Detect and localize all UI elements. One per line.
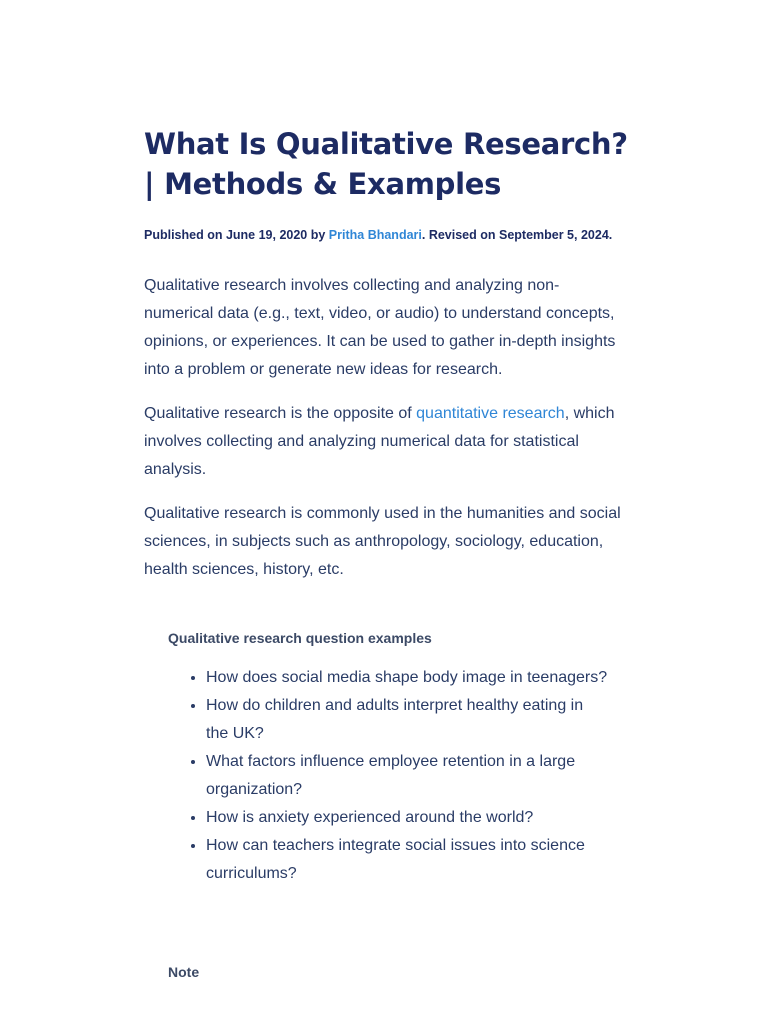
examples-heading: Qualitative research question examples: [168, 630, 432, 646]
comparison-paragraph: [144, 400, 628, 484]
revised-date: . Revised on September 5, 2024.: [421, 228, 613, 242]
author-link[interactable]: Pritha Bhandari: [328, 228, 422, 242]
list-item: • How can teachers integrate social issues into science curriculums?: [206, 832, 608, 888]
note-label: Note: [168, 964, 200, 980]
article-meta: [144, 226, 628, 244]
page-title: What Is Qualitative Research? | Methods & Examples: [144, 127, 628, 201]
intro-paragraph: Qualitative research involves collecting and analyzing non-numerical data (e.g., text, video, or audio) to understand concepts, opinions, or experiences. It can be used to gather in-depth insights into a problem or generate new ideas for research.: [144, 277, 616, 378]
quantitative-research-link[interactable]: quantitative research: [416, 405, 565, 422]
usage-paragraph: Qualitative research is commonly used in the humanities and social sciences, in subjects such as anthropology, sociology, education, health sciences, history, etc.: [144, 505, 621, 578]
published-date: Published on June 19, 2020 by: [144, 228, 329, 242]
examples-box: [168, 628, 608, 888]
list-item: • What factors influence employee retention in a large organization?: [206, 748, 608, 804]
article: [144, 124, 628, 982]
examples-list: [168, 664, 608, 888]
list-item: • How do children and adults interpret healthy eating in the UK?: [206, 692, 608, 748]
comparison-text-start: Qualitative research is the opposite of: [144, 405, 417, 422]
comparison-text-end: , which involves collecting and analyzing numerical data for statistical analysis.: [144, 405, 615, 478]
list-item: • How does social media shape body image in teenagers?: [206, 664, 608, 692]
list-item: • How is anxiety experienced around the world?: [206, 804, 608, 832]
